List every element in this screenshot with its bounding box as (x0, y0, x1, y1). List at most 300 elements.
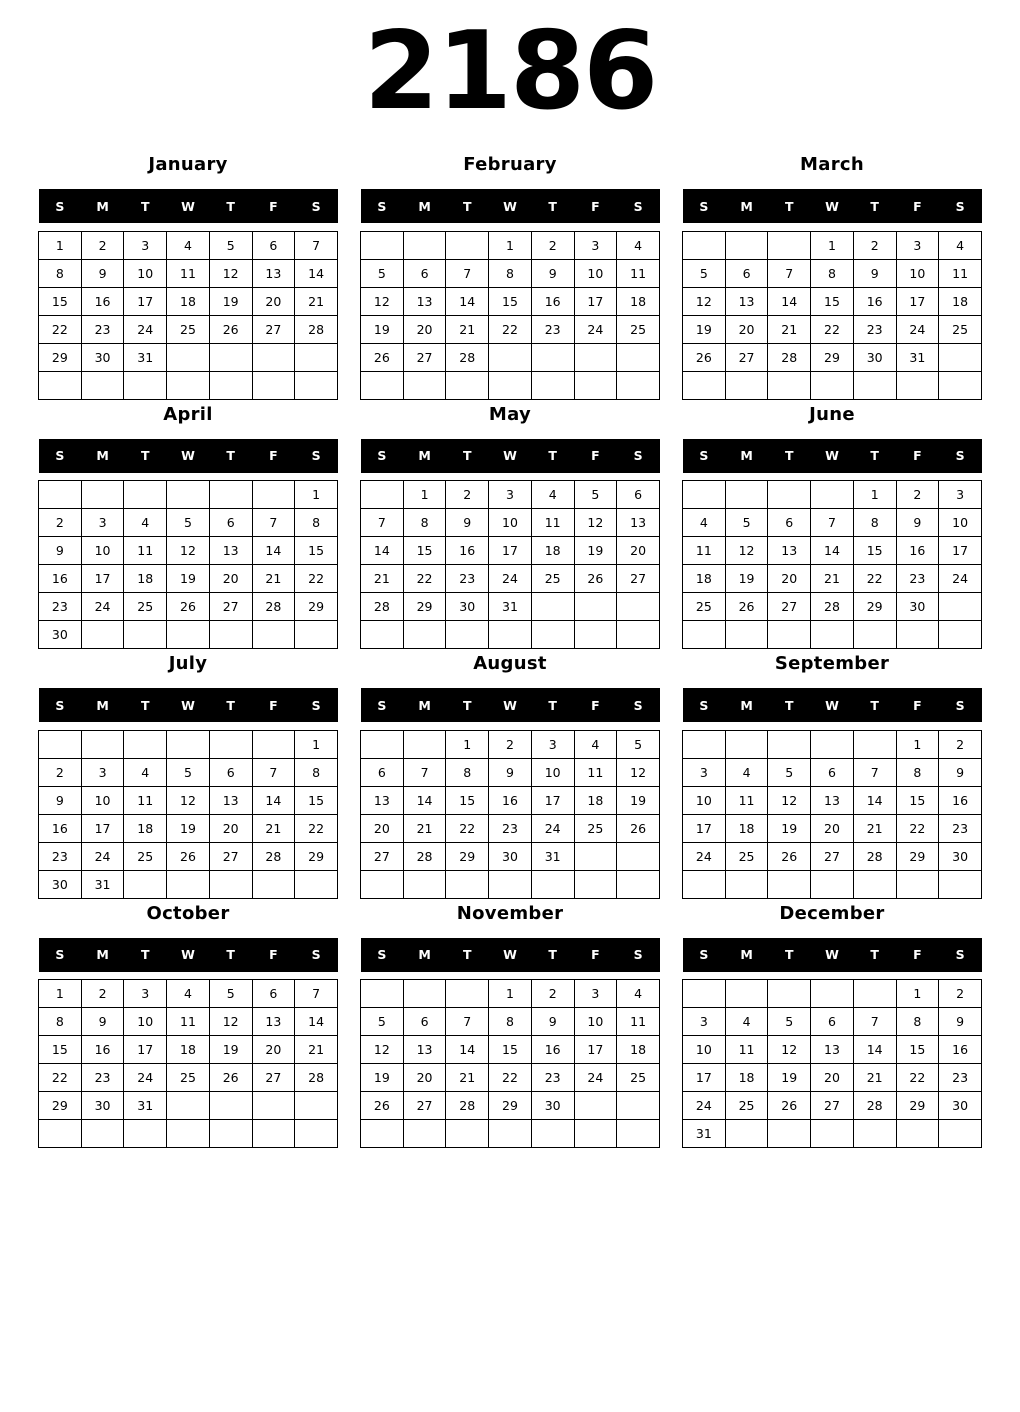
day-cell[interactable]: 9 (39, 786, 82, 814)
day-cell[interactable]: 14 (295, 1008, 338, 1036)
day-cell[interactable]: 10 (81, 786, 124, 814)
day-cell[interactable]: 29 (403, 593, 446, 621)
day-cell[interactable]: 21 (295, 1036, 338, 1064)
day-cell[interactable]: 18 (617, 287, 660, 315)
day-cell[interactable]: 21 (361, 565, 404, 593)
day-cell[interactable]: 23 (531, 1064, 574, 1092)
day-cell[interactable]: 10 (574, 1008, 617, 1036)
day-cell[interactable]: 22 (446, 814, 489, 842)
day-cell[interactable]: 27 (252, 315, 295, 343)
day-cell[interactable]: 11 (531, 509, 574, 537)
day-cell[interactable]: 4 (725, 1008, 768, 1036)
day-cell[interactable]: 25 (725, 842, 768, 870)
day-cell[interactable]: 3 (81, 758, 124, 786)
day-cell[interactable]: 18 (725, 814, 768, 842)
day-cell[interactable]: 17 (896, 287, 939, 315)
day-cell[interactable]: 12 (361, 1036, 404, 1064)
day-cell[interactable]: 3 (531, 730, 574, 758)
day-cell[interactable]: 5 (725, 509, 768, 537)
day-cell[interactable]: 13 (403, 287, 446, 315)
day-cell[interactable]: 13 (768, 537, 811, 565)
day-cell[interactable]: 8 (403, 509, 446, 537)
day-cell[interactable]: 24 (574, 315, 617, 343)
day-cell[interactable]: 13 (725, 287, 768, 315)
day-cell[interactable]: 14 (853, 1036, 896, 1064)
day-cell[interactable]: 22 (39, 315, 82, 343)
day-cell[interactable]: 6 (725, 259, 768, 287)
day-cell[interactable]: 3 (574, 980, 617, 1008)
day-cell[interactable]: 23 (39, 593, 82, 621)
day-cell[interactable]: 1 (896, 730, 939, 758)
day-cell[interactable]: 2 (81, 231, 124, 259)
day-cell[interactable]: 18 (167, 1036, 210, 1064)
day-cell[interactable]: 13 (811, 1036, 854, 1064)
day-cell[interactable]: 27 (361, 842, 404, 870)
day-cell[interactable]: 25 (531, 565, 574, 593)
day-cell[interactable]: 10 (683, 786, 726, 814)
day-cell[interactable]: 19 (617, 786, 660, 814)
day-cell[interactable]: 13 (403, 1036, 446, 1064)
day-cell[interactable]: 30 (81, 343, 124, 371)
day-cell[interactable]: 24 (81, 593, 124, 621)
day-cell[interactable]: 18 (574, 786, 617, 814)
day-cell[interactable]: 6 (811, 758, 854, 786)
day-cell[interactable]: 25 (725, 1092, 768, 1120)
day-cell[interactable]: 23 (939, 814, 982, 842)
day-cell[interactable]: 22 (853, 565, 896, 593)
day-cell[interactable]: 5 (209, 231, 252, 259)
day-cell[interactable]: 19 (683, 315, 726, 343)
day-cell[interactable]: 24 (489, 565, 532, 593)
day-cell[interactable]: 28 (446, 343, 489, 371)
day-cell[interactable]: 26 (209, 1064, 252, 1092)
day-cell[interactable]: 16 (853, 287, 896, 315)
day-cell[interactable]: 7 (403, 758, 446, 786)
day-cell[interactable]: 11 (124, 786, 167, 814)
day-cell[interactable]: 15 (489, 1036, 532, 1064)
day-cell[interactable]: 16 (81, 287, 124, 315)
day-cell[interactable]: 19 (768, 814, 811, 842)
day-cell[interactable]: 9 (81, 259, 124, 287)
day-cell[interactable]: 13 (209, 786, 252, 814)
day-cell[interactable]: 27 (811, 1092, 854, 1120)
day-cell[interactable]: 19 (209, 287, 252, 315)
day-cell[interactable]: 6 (361, 758, 404, 786)
day-cell[interactable]: 30 (531, 1092, 574, 1120)
day-cell[interactable]: 17 (574, 287, 617, 315)
day-cell[interactable]: 9 (939, 1008, 982, 1036)
day-cell[interactable]: 20 (403, 1064, 446, 1092)
day-cell[interactable]: 4 (617, 231, 660, 259)
day-cell[interactable]: 30 (939, 842, 982, 870)
day-cell[interactable]: 17 (81, 814, 124, 842)
day-cell[interactable]: 21 (853, 814, 896, 842)
day-cell[interactable]: 18 (124, 565, 167, 593)
day-cell[interactable]: 12 (683, 287, 726, 315)
day-cell[interactable]: 16 (531, 1036, 574, 1064)
day-cell[interactable]: 15 (39, 1036, 82, 1064)
day-cell[interactable]: 10 (939, 509, 982, 537)
day-cell[interactable]: 5 (361, 1008, 404, 1036)
day-cell[interactable]: 4 (124, 509, 167, 537)
day-cell[interactable]: 13 (361, 786, 404, 814)
day-cell[interactable]: 23 (939, 1064, 982, 1092)
day-cell[interactable]: 14 (853, 786, 896, 814)
day-cell[interactable]: 1 (446, 730, 489, 758)
day-cell[interactable]: 30 (853, 343, 896, 371)
day-cell[interactable]: 28 (252, 593, 295, 621)
day-cell[interactable]: 2 (446, 481, 489, 509)
day-cell[interactable]: 20 (209, 814, 252, 842)
day-cell[interactable]: 20 (811, 814, 854, 842)
day-cell[interactable]: 28 (295, 1064, 338, 1092)
day-cell[interactable]: 20 (252, 1036, 295, 1064)
day-cell[interactable]: 23 (531, 315, 574, 343)
day-cell[interactable]: 7 (446, 259, 489, 287)
day-cell[interactable]: 11 (683, 537, 726, 565)
day-cell[interactable]: 5 (768, 1008, 811, 1036)
day-cell[interactable]: 20 (209, 565, 252, 593)
day-cell[interactable]: 21 (853, 1064, 896, 1092)
day-cell[interactable]: 9 (853, 259, 896, 287)
day-cell[interactable]: 31 (531, 842, 574, 870)
day-cell[interactable]: 10 (81, 537, 124, 565)
day-cell[interactable]: 20 (361, 814, 404, 842)
day-cell[interactable]: 24 (124, 1064, 167, 1092)
day-cell[interactable]: 22 (489, 315, 532, 343)
day-cell[interactable]: 2 (939, 980, 982, 1008)
day-cell[interactable]: 20 (617, 537, 660, 565)
day-cell[interactable]: 8 (39, 259, 82, 287)
day-cell[interactable]: 21 (768, 315, 811, 343)
day-cell[interactable]: 2 (81, 980, 124, 1008)
day-cell[interactable]: 31 (124, 343, 167, 371)
day-cell[interactable]: 3 (489, 481, 532, 509)
day-cell[interactable]: 2 (39, 758, 82, 786)
day-cell[interactable]: 12 (768, 786, 811, 814)
day-cell[interactable]: 12 (167, 537, 210, 565)
day-cell[interactable]: 31 (683, 1120, 726, 1148)
day-cell[interactable]: 29 (39, 343, 82, 371)
day-cell[interactable]: 30 (446, 593, 489, 621)
day-cell[interactable]: 19 (768, 1064, 811, 1092)
day-cell[interactable]: 4 (617, 980, 660, 1008)
day-cell[interactable]: 7 (295, 231, 338, 259)
day-cell[interactable]: 8 (489, 259, 532, 287)
day-cell[interactable]: 24 (939, 565, 982, 593)
day-cell[interactable]: 29 (896, 842, 939, 870)
day-cell[interactable]: 10 (574, 259, 617, 287)
day-cell[interactable]: 8 (295, 509, 338, 537)
day-cell[interactable]: 3 (939, 481, 982, 509)
day-cell[interactable]: 11 (167, 259, 210, 287)
day-cell[interactable]: 16 (489, 786, 532, 814)
day-cell[interactable]: 25 (167, 315, 210, 343)
day-cell[interactable]: 2 (39, 509, 82, 537)
day-cell[interactable]: 7 (811, 509, 854, 537)
day-cell[interactable]: 6 (811, 1008, 854, 1036)
day-cell[interactable]: 26 (768, 842, 811, 870)
day-cell[interactable]: 10 (896, 259, 939, 287)
day-cell[interactable]: 27 (403, 343, 446, 371)
day-cell[interactable]: 17 (124, 287, 167, 315)
day-cell[interactable]: 11 (725, 786, 768, 814)
day-cell[interactable]: 19 (209, 1036, 252, 1064)
day-cell[interactable]: 5 (167, 758, 210, 786)
day-cell[interactable]: 16 (81, 1036, 124, 1064)
day-cell[interactable]: 1 (39, 231, 82, 259)
day-cell[interactable]: 29 (896, 1092, 939, 1120)
day-cell[interactable]: 1 (489, 231, 532, 259)
day-cell[interactable]: 25 (124, 593, 167, 621)
day-cell[interactable]: 23 (81, 315, 124, 343)
day-cell[interactable]: 2 (896, 481, 939, 509)
day-cell[interactable]: 2 (531, 980, 574, 1008)
day-cell[interactable]: 21 (252, 565, 295, 593)
day-cell[interactable]: 22 (295, 565, 338, 593)
day-cell[interactable]: 13 (252, 259, 295, 287)
day-cell[interactable]: 1 (853, 481, 896, 509)
day-cell[interactable]: 12 (361, 287, 404, 315)
day-cell[interactable]: 3 (574, 231, 617, 259)
day-cell[interactable]: 21 (811, 565, 854, 593)
day-cell[interactable]: 28 (811, 593, 854, 621)
day-cell[interactable]: 25 (167, 1064, 210, 1092)
day-cell[interactable]: 29 (295, 593, 338, 621)
day-cell[interactable]: 10 (489, 509, 532, 537)
day-cell[interactable]: 3 (124, 980, 167, 1008)
day-cell[interactable]: 1 (295, 730, 338, 758)
day-cell[interactable]: 21 (295, 287, 338, 315)
day-cell[interactable]: 31 (124, 1092, 167, 1120)
day-cell[interactable]: 6 (403, 1008, 446, 1036)
day-cell[interactable]: 7 (361, 509, 404, 537)
day-cell[interactable]: 15 (295, 537, 338, 565)
day-cell[interactable]: 27 (768, 593, 811, 621)
day-cell[interactable]: 15 (896, 1036, 939, 1064)
day-cell[interactable]: 14 (446, 1036, 489, 1064)
day-cell[interactable]: 6 (617, 481, 660, 509)
day-cell[interactable]: 24 (574, 1064, 617, 1092)
day-cell[interactable]: 26 (683, 343, 726, 371)
day-cell[interactable]: 16 (39, 565, 82, 593)
day-cell[interactable]: 3 (81, 509, 124, 537)
day-cell[interactable]: 9 (489, 758, 532, 786)
day-cell[interactable]: 27 (617, 565, 660, 593)
day-cell[interactable]: 15 (853, 537, 896, 565)
day-cell[interactable]: 27 (811, 842, 854, 870)
day-cell[interactable]: 17 (574, 1036, 617, 1064)
day-cell[interactable]: 23 (39, 842, 82, 870)
day-cell[interactable]: 4 (167, 231, 210, 259)
day-cell[interactable]: 22 (896, 814, 939, 842)
day-cell[interactable]: 5 (209, 980, 252, 1008)
day-cell[interactable]: 11 (167, 1008, 210, 1036)
day-cell[interactable]: 11 (124, 537, 167, 565)
day-cell[interactable]: 18 (617, 1036, 660, 1064)
day-cell[interactable]: 11 (574, 758, 617, 786)
day-cell[interactable]: 18 (167, 287, 210, 315)
day-cell[interactable]: 13 (811, 786, 854, 814)
day-cell[interactable]: 15 (39, 287, 82, 315)
day-cell[interactable]: 12 (574, 509, 617, 537)
day-cell[interactable]: 30 (939, 1092, 982, 1120)
day-cell[interactable]: 28 (768, 343, 811, 371)
day-cell[interactable]: 4 (574, 730, 617, 758)
day-cell[interactable]: 21 (446, 1064, 489, 1092)
day-cell[interactable]: 5 (167, 509, 210, 537)
day-cell[interactable]: 15 (403, 537, 446, 565)
day-cell[interactable]: 12 (209, 1008, 252, 1036)
day-cell[interactable]: 24 (124, 315, 167, 343)
day-cell[interactable]: 31 (896, 343, 939, 371)
day-cell[interactable]: 9 (939, 758, 982, 786)
day-cell[interactable]: 1 (39, 980, 82, 1008)
day-cell[interactable]: 10 (531, 758, 574, 786)
day-cell[interactable]: 25 (939, 315, 982, 343)
day-cell[interactable]: 25 (617, 315, 660, 343)
day-cell[interactable]: 7 (768, 259, 811, 287)
day-cell[interactable]: 17 (489, 537, 532, 565)
day-cell[interactable]: 20 (252, 287, 295, 315)
day-cell[interactable]: 14 (295, 259, 338, 287)
day-cell[interactable]: 31 (81, 870, 124, 898)
day-cell[interactable]: 18 (939, 287, 982, 315)
day-cell[interactable]: 16 (446, 537, 489, 565)
day-cell[interactable]: 10 (124, 1008, 167, 1036)
day-cell[interactable]: 9 (896, 509, 939, 537)
day-cell[interactable]: 5 (683, 259, 726, 287)
day-cell[interactable]: 21 (446, 315, 489, 343)
day-cell[interactable]: 7 (853, 1008, 896, 1036)
day-cell[interactable]: 14 (361, 537, 404, 565)
day-cell[interactable]: 5 (768, 758, 811, 786)
day-cell[interactable]: 20 (725, 315, 768, 343)
day-cell[interactable]: 15 (811, 287, 854, 315)
day-cell[interactable]: 11 (939, 259, 982, 287)
day-cell[interactable]: 14 (811, 537, 854, 565)
day-cell[interactable]: 25 (683, 593, 726, 621)
day-cell[interactable]: 12 (617, 758, 660, 786)
day-cell[interactable]: 18 (725, 1064, 768, 1092)
day-cell[interactable]: 3 (683, 1008, 726, 1036)
day-cell[interactable]: 26 (768, 1092, 811, 1120)
day-cell[interactable]: 15 (489, 287, 532, 315)
day-cell[interactable]: 11 (725, 1036, 768, 1064)
day-cell[interactable]: 1 (489, 980, 532, 1008)
day-cell[interactable]: 18 (683, 565, 726, 593)
day-cell[interactable]: 24 (531, 814, 574, 842)
day-cell[interactable]: 29 (295, 842, 338, 870)
day-cell[interactable]: 31 (489, 593, 532, 621)
day-cell[interactable]: 9 (81, 1008, 124, 1036)
day-cell[interactable]: 27 (209, 593, 252, 621)
day-cell[interactable]: 25 (124, 842, 167, 870)
day-cell[interactable]: 26 (167, 593, 210, 621)
day-cell[interactable]: 21 (403, 814, 446, 842)
day-cell[interactable]: 5 (574, 481, 617, 509)
day-cell[interactable]: 5 (617, 730, 660, 758)
day-cell[interactable]: 4 (531, 481, 574, 509)
day-cell[interactable]: 17 (939, 537, 982, 565)
day-cell[interactable]: 28 (853, 1092, 896, 1120)
day-cell[interactable]: 8 (39, 1008, 82, 1036)
day-cell[interactable]: 6 (252, 980, 295, 1008)
day-cell[interactable]: 6 (209, 509, 252, 537)
day-cell[interactable]: 1 (896, 980, 939, 1008)
day-cell[interactable]: 13 (252, 1008, 295, 1036)
day-cell[interactable]: 28 (853, 842, 896, 870)
day-cell[interactable]: 3 (683, 758, 726, 786)
day-cell[interactable]: 24 (81, 842, 124, 870)
day-cell[interactable]: 12 (209, 259, 252, 287)
day-cell[interactable]: 3 (124, 231, 167, 259)
day-cell[interactable]: 2 (531, 231, 574, 259)
day-cell[interactable]: 6 (252, 231, 295, 259)
day-cell[interactable]: 18 (531, 537, 574, 565)
day-cell[interactable]: 15 (295, 786, 338, 814)
day-cell[interactable]: 14 (446, 287, 489, 315)
day-cell[interactable]: 28 (361, 593, 404, 621)
day-cell[interactable]: 18 (124, 814, 167, 842)
day-cell[interactable]: 26 (209, 315, 252, 343)
day-cell[interactable]: 28 (252, 842, 295, 870)
day-cell[interactable]: 15 (446, 786, 489, 814)
day-cell[interactable]: 9 (446, 509, 489, 537)
day-cell[interactable]: 8 (853, 509, 896, 537)
day-cell[interactable]: 30 (489, 842, 532, 870)
day-cell[interactable]: 4 (725, 758, 768, 786)
day-cell[interactable]: 16 (39, 814, 82, 842)
day-cell[interactable]: 3 (896, 231, 939, 259)
day-cell[interactable]: 20 (811, 1064, 854, 1092)
day-cell[interactable]: 29 (446, 842, 489, 870)
day-cell[interactable]: 14 (252, 786, 295, 814)
day-cell[interactable]: 19 (361, 1064, 404, 1092)
day-cell[interactable]: 1 (811, 231, 854, 259)
day-cell[interactable]: 10 (124, 259, 167, 287)
day-cell[interactable]: 25 (574, 814, 617, 842)
day-cell[interactable]: 4 (167, 980, 210, 1008)
day-cell[interactable]: 1 (403, 481, 446, 509)
day-cell[interactable]: 12 (768, 1036, 811, 1064)
day-cell[interactable]: 13 (617, 509, 660, 537)
day-cell[interactable]: 8 (896, 1008, 939, 1036)
day-cell[interactable]: 16 (939, 786, 982, 814)
day-cell[interactable]: 9 (39, 537, 82, 565)
day-cell[interactable]: 9 (531, 1008, 574, 1036)
day-cell[interactable]: 6 (768, 509, 811, 537)
day-cell[interactable]: 17 (531, 786, 574, 814)
day-cell[interactable]: 27 (209, 842, 252, 870)
day-cell[interactable]: 13 (209, 537, 252, 565)
day-cell[interactable]: 4 (683, 509, 726, 537)
day-cell[interactable]: 6 (403, 259, 446, 287)
day-cell[interactable]: 5 (361, 259, 404, 287)
day-cell[interactable]: 27 (725, 343, 768, 371)
day-cell[interactable]: 19 (167, 814, 210, 842)
day-cell[interactable]: 29 (39, 1092, 82, 1120)
day-cell[interactable]: 2 (939, 730, 982, 758)
day-cell[interactable]: 22 (295, 814, 338, 842)
day-cell[interactable]: 29 (489, 1092, 532, 1120)
day-cell[interactable]: 8 (896, 758, 939, 786)
day-cell[interactable]: 27 (403, 1092, 446, 1120)
day-cell[interactable]: 15 (896, 786, 939, 814)
day-cell[interactable]: 26 (361, 343, 404, 371)
day-cell[interactable]: 8 (811, 259, 854, 287)
day-cell[interactable]: 26 (725, 593, 768, 621)
